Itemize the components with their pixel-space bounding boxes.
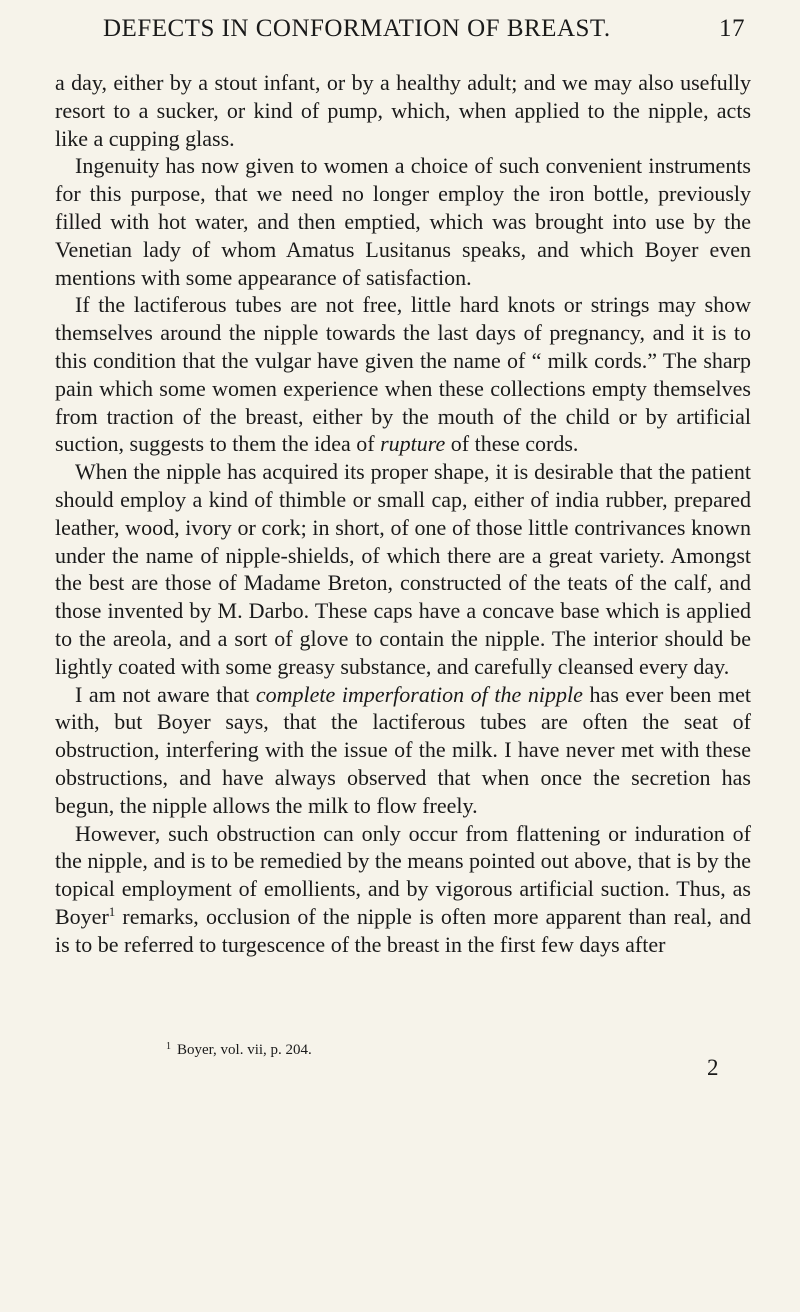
body-text bbox=[55, 69, 751, 959]
paragraph-2: Ingenuity has now given to women a choice of such convenient instruments for this purpose, that we need no longer employ the iron bottle, previously filled with hot water, and then emptied, which was brought into use by the Venetian lady of whom Amatus Lusitanus speaks, and which Boyer even mentions with some appearance of satisfaction. bbox=[55, 153, 751, 290]
paragraph-3: If the lactiferous tubes are not free, little hard knots or strings may show themselves around the nipple towards the last days of pregnancy, and it is to this condition that the vulgar have given the name of “ milk cords.” The sharp pain which some women experience when these collections empty themselves from traction of the breast, either by the mouth of the child or by artificial suction, suggests to them the idea of rupture of these cords. bbox=[55, 292, 751, 457]
paragraph-4: When the nipple has acquired its proper shape, it is desirable that the patient should employ a kind of thimble or small cap, either of india rubber, prepared leather, wood, ivory or cork; in short, of one of those little contrivances known under the name of nipple-shields, of which there are a great variety. Amongst the best are those of Madame Breton, constructed of the teats of the calf, and those invented by M. Darbo. These caps have a concave base which is applied to the areola, and a sort of glove to contain the nipple. The interior should be lightly coated with some greasy substance, and carefully cleansed every day. bbox=[55, 459, 751, 679]
footnote-marker: 1 bbox=[166, 1041, 171, 1052]
page-number: 17 bbox=[719, 15, 745, 42]
footnote-reference[interactable]: 1 bbox=[108, 903, 116, 919]
footnote-text: Boyer, vol. vii, p. 204. bbox=[177, 1042, 312, 1058]
paragraph-6: However, such obstruction can only occur from flattening or induration of the nipple, and is to be remedied by the means pointed out above, that is by the topical employment of emollients, and by vigorous artificial suction. Thus, as Boyer$^1$ remarks, occlusion of the nipple is often more apparent than real, and is to be referred to turgescence of the breast in the first few days after bbox=[55, 820, 751, 957]
footnote bbox=[166, 1042, 312, 1059]
running-title: DEFECTS IN CONFORMATION OF BREAST. bbox=[103, 15, 611, 42]
paragraph-5: I am not aware that complete imperforation of the nipple has ever been met with, but Boyer says, that the lactiferous tubes are often the seat of obstruction, interfering with the issue of the milk. I have never met with these obstructions, and have always observed that when once the secretion has begun, the nipple allows the milk to flow freely. bbox=[55, 681, 752, 818]
running-header bbox=[55, 15, 745, 55]
italic-phrase: complete imperforation of the nipple bbox=[255, 681, 583, 707]
signature-mark: 2 bbox=[707, 1055, 719, 1080]
italic-phrase: rupture bbox=[380, 431, 446, 457]
paragraph-1: a day, either by a stout infant, or by a healthy adult; and we may also usefully resort to a sucker, or kind of pump, which, when applied to the nipple, acts like a cupping glass. bbox=[55, 70, 751, 151]
